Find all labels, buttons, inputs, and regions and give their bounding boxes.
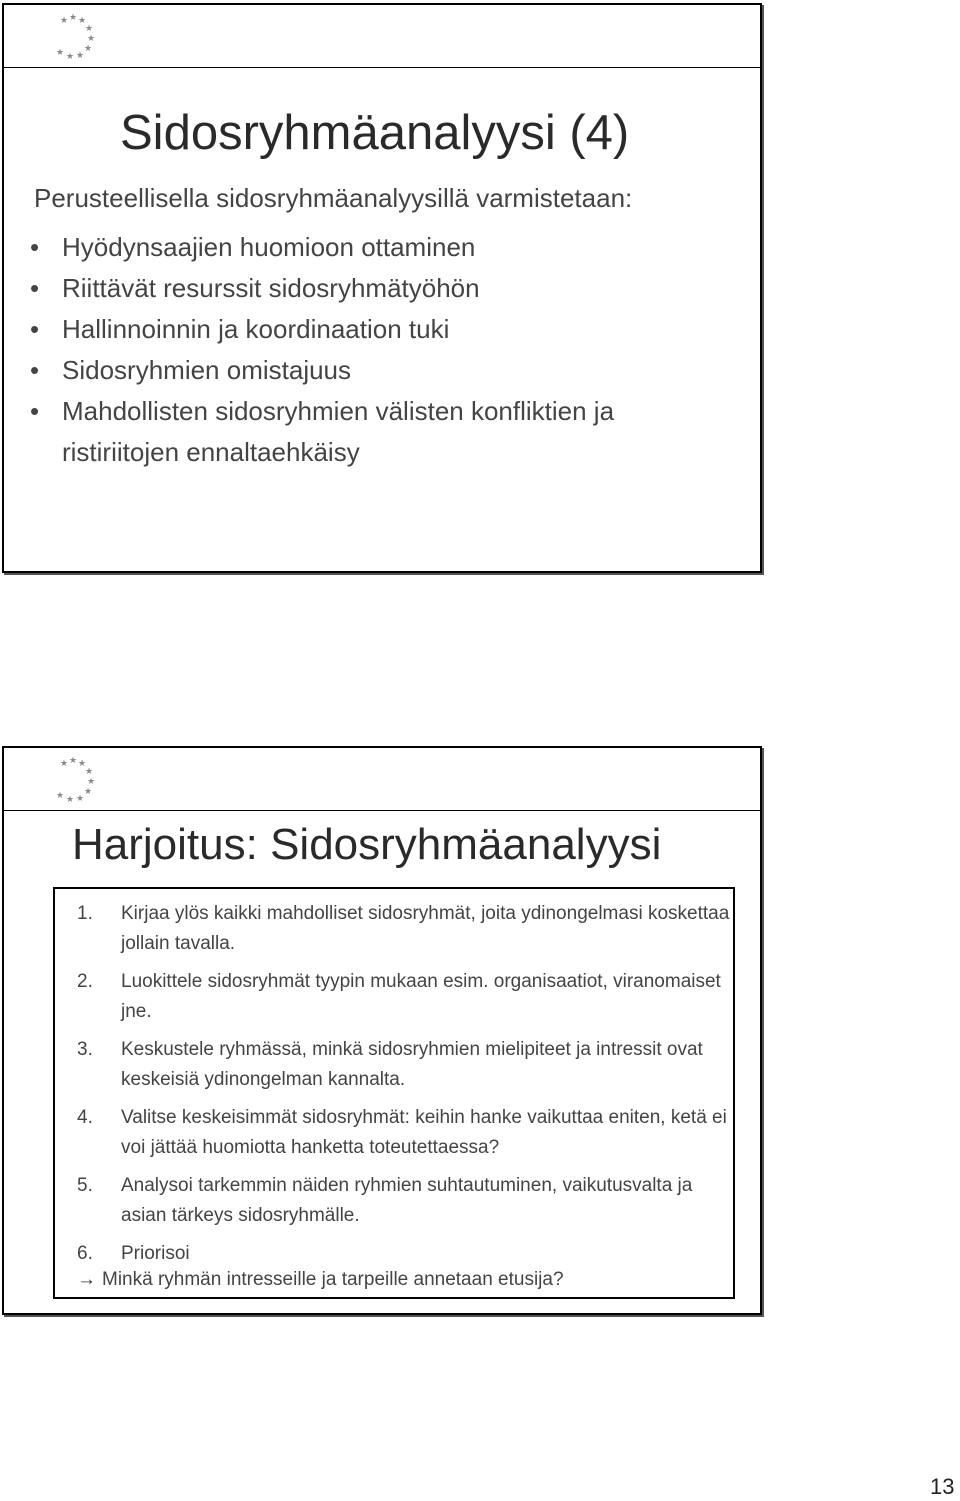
bullet-list [30,227,722,473]
svg-text:★: ★ [66,794,75,804]
conclusion-line [77,1269,564,1291]
conclusion-text: Minkä ryhmän intresseille ja tarpeille annetaan etusija? [102,1269,564,1290]
task-text: Priorisoi [121,1243,190,1264]
svg-text:★: ★ [85,23,94,33]
svg-text:★: ★ [84,43,93,53]
svg-text:★: ★ [87,33,96,43]
bullet-icon: • [30,355,40,385]
svg-text:★: ★ [69,755,78,765]
list-item: • Riittävät resurssit sidosryhmätyöhön [30,268,722,309]
task-number: 1. [77,903,93,924]
svg-text:★: ★ [69,12,78,22]
task-text: Valitse keskeisimmät sidosryhmät: keihin hanke vaikuttaa eniten, ketä ei voi jättää huomiotta hanketta toteutettaessa? [121,1107,727,1158]
task-box [53,887,735,1299]
svg-text:★: ★ [78,758,87,768]
slide-2 [2,746,762,1315]
slide-title: Harjoitus: Sidosryhmäanalyysi [72,820,662,869]
svg-text:★: ★ [66,51,75,61]
bullet-icon: • [30,273,40,303]
task-number: 3. [77,1039,93,1060]
list-item: • Mahdollisten sidosryhmien välisten konfliktien ja ristiriitojen ennaltaehkäisy [30,391,722,473]
intro-text: Perusteellisella sidosryhmäanalyysillä varmistetaan: [34,183,633,213]
task-text: Keskustele ryhmässä, minkä sidosryhmien mielipiteet ja intressit ovat keskeisiä ydinongelman kannalta. [121,1039,703,1090]
svg-text:★: ★ [76,50,85,60]
list-item [77,1103,733,1163]
task-text: Analysoi tarkemmin näiden ryhmien suhtautuminen, vaikutusvalta ja asian tärkeys sidosryhmälle. [121,1175,693,1226]
page-number: 13 [930,1474,955,1499]
bullet-icon: • [30,396,40,426]
task-number: 2. [77,971,93,992]
list-item [77,1035,733,1095]
task-number: 6. [77,1243,93,1264]
list-item [77,899,733,959]
slide-1 [2,3,762,573]
svg-text:★: ★ [78,15,87,25]
svg-text:★: ★ [56,790,65,800]
list-item: • Hallinnoinnin ja koordinaation tuki [30,309,722,350]
task-text: Luokittele sidosryhmät tyypin mukaan esim. organisaatiot, viranomaiset jne. [121,971,721,1022]
list-item: • Sidosryhmien omistajuus [30,350,722,391]
slide-title: Sidosryhmäanalyysi (4) [120,106,630,160]
eu-stars-icon [52,754,102,804]
slide-header-bar [4,5,760,68]
svg-text:★: ★ [84,786,93,796]
list-item: • Hyödynsaajien huomioon ottaminen [30,227,722,268]
list-item [77,1171,733,1231]
task-list [77,899,733,1277]
svg-text:★: ★ [56,47,65,57]
task-number: 4. [77,1107,93,1128]
task-number: 5. [77,1175,93,1196]
slide-header-bar [4,748,760,811]
bullet-icon: • [30,314,40,344]
svg-text:★: ★ [60,758,69,768]
list-item [77,1239,733,1269]
eu-stars-icon [52,11,102,61]
svg-text:★: ★ [85,766,94,776]
task-text: Kirjaa ylös kaikki mahdolliset sidosryhmät, joita ydinongelmasi koskettaa jollain tavalla. [121,903,730,954]
svg-text:★: ★ [76,793,85,803]
svg-text:★: ★ [87,776,96,786]
bullet-icon: • [30,232,40,262]
arrow-right-icon: → [77,1269,96,1290]
svg-text:★: ★ [60,15,69,25]
list-item [77,967,733,1027]
